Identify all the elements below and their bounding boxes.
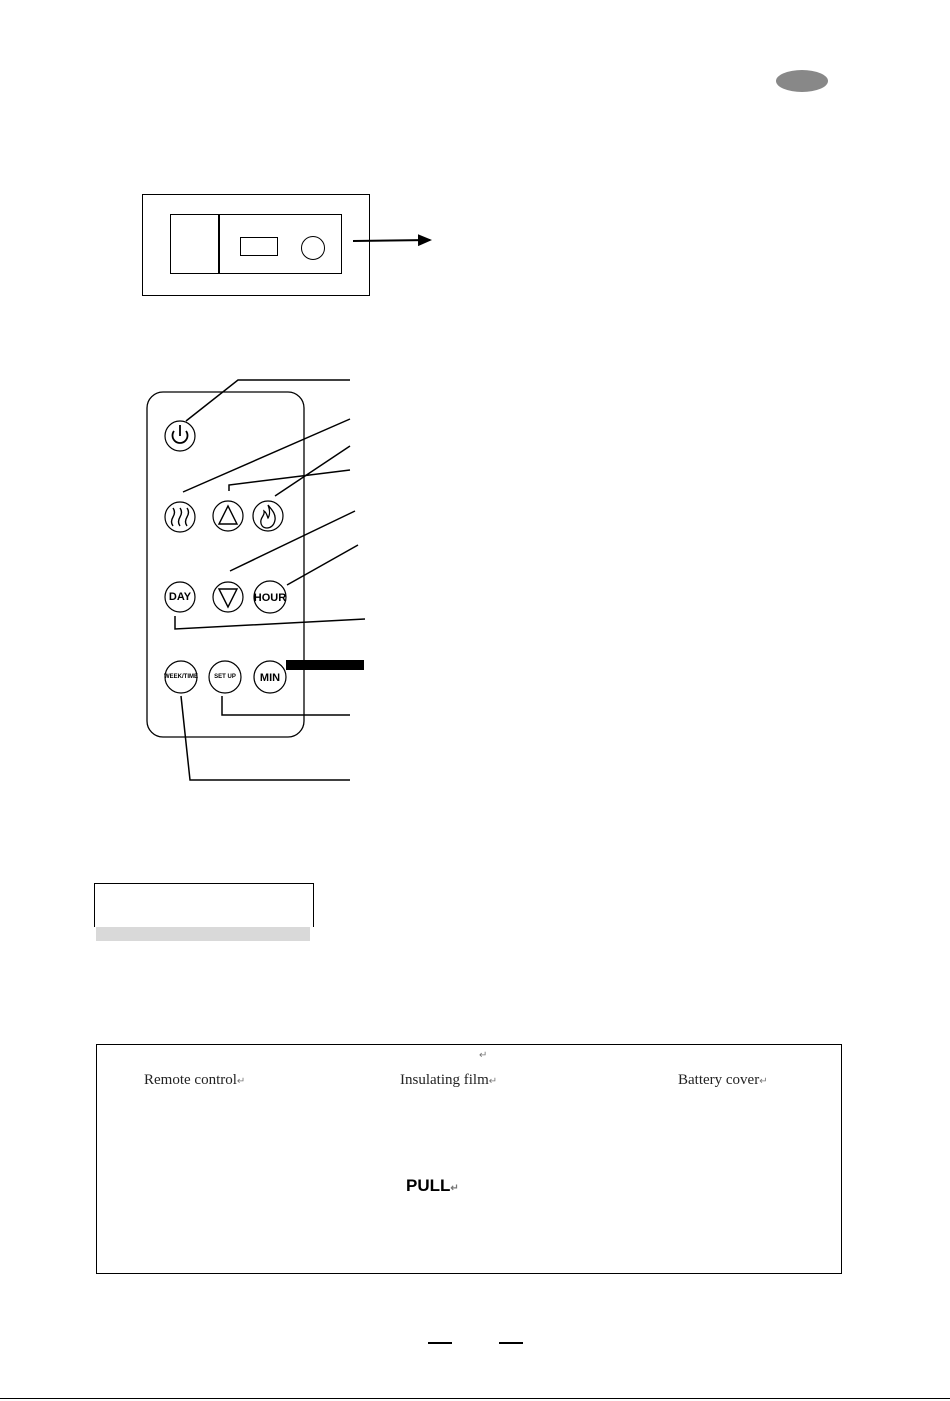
panel-arrow xyxy=(353,240,430,241)
set-up-button: SET UP xyxy=(214,674,236,680)
blank-underline-2 xyxy=(499,1342,523,1344)
day-button: DAY xyxy=(168,591,192,603)
blank-underline-1 xyxy=(428,1342,452,1344)
return-mark-top: ↵ xyxy=(479,1050,488,1061)
callout-min-bar xyxy=(286,660,364,670)
battery-cover-label: Battery cover↵ xyxy=(678,1072,768,1088)
section-header-box xyxy=(94,883,314,927)
flame-button xyxy=(253,501,283,531)
pull-label: PULL↵ xyxy=(406,1176,459,1195)
down-button xyxy=(213,582,243,612)
week-time-button: WEEK/TIME xyxy=(164,674,198,680)
up-button xyxy=(213,501,243,531)
insulating-film-label: Insulating film↵ xyxy=(400,1072,498,1088)
remote-control-label: Remote control↵ xyxy=(144,1072,246,1088)
heat-button xyxy=(165,502,195,532)
hour-button: HOUR xyxy=(253,592,287,604)
footer-rule xyxy=(0,1398,950,1399)
min-button: MIN xyxy=(259,672,281,684)
power-button xyxy=(165,421,195,451)
